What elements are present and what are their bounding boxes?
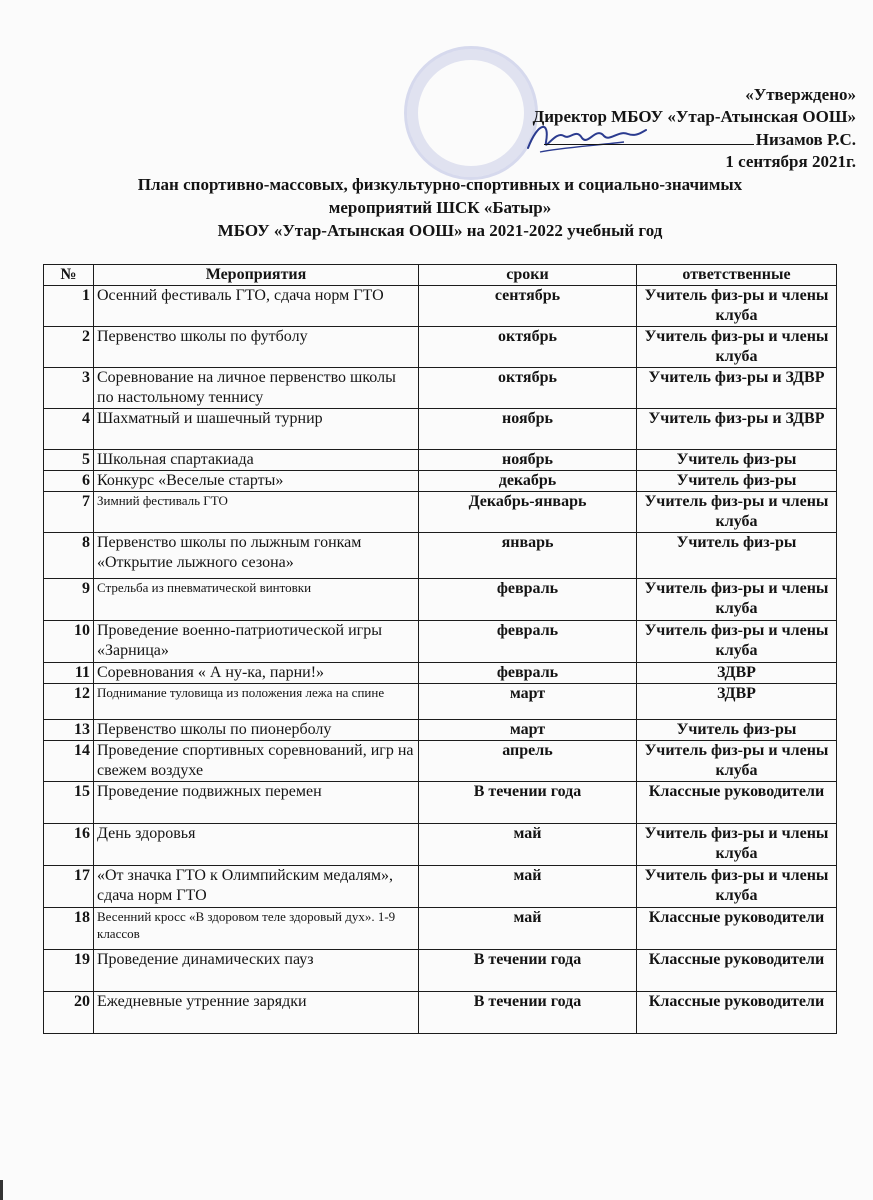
row-responsible: Учитель физ-ры и члены клуба (637, 327, 837, 368)
table-row (44, 368, 837, 409)
row-number: 12 (44, 684, 94, 720)
row-responsible: Классные руководители (637, 950, 837, 992)
row-term: февраль (419, 621, 637, 663)
approved-label: «Утверждено» (745, 85, 856, 104)
row-responsible: ЗДВР (637, 684, 837, 720)
row-event: Школьная спартакиада (94, 450, 419, 471)
row-responsible: Учитель физ-ры и члены клуба (637, 621, 837, 663)
row-event: День здоровья (94, 824, 419, 866)
heading-line-2: мероприятий ШСК «Батыр» (328, 198, 552, 217)
row-term: октябрь (419, 368, 637, 409)
row-term: май (419, 824, 637, 866)
row-number: 8 (44, 533, 94, 579)
row-responsible: Классные руководители (637, 782, 837, 824)
row-number: 18 (44, 908, 94, 950)
row-event: Поднимание туловища из положения лежа на спине (94, 684, 419, 720)
table-body (44, 286, 837, 1034)
row-responsible: Учитель физ-ры и члены клуба (637, 741, 837, 782)
table-row (44, 533, 837, 579)
row-term: ноябрь (419, 450, 637, 471)
row-term: май (419, 908, 637, 950)
row-responsible: Учитель физ-ры и ЗДВР (637, 368, 837, 409)
row-number: 14 (44, 741, 94, 782)
table-row (44, 908, 837, 950)
row-term: февраль (419, 579, 637, 621)
row-term: апрель (419, 741, 637, 782)
row-responsible: Учитель физ-ры и члены клуба (637, 866, 837, 908)
table-row (44, 950, 837, 992)
scan-edge-mark (0, 1180, 3, 1200)
approval-date: 1 сентября 2021г. (725, 152, 856, 171)
header-responsible: ответственные (637, 265, 837, 286)
row-event: Проведение подвижных перемен (94, 782, 419, 824)
row-responsible: Классные руководители (637, 992, 837, 1034)
row-number: 3 (44, 368, 94, 409)
row-number: 11 (44, 663, 94, 684)
table-header-row (44, 265, 837, 286)
director-name: Низамов Р.С. (755, 130, 856, 149)
row-responsible: Учитель физ-ры и члены клуба (637, 824, 837, 866)
row-event: Первенство школы по пионерболу (94, 720, 419, 741)
row-term: октябрь (419, 327, 637, 368)
row-number: 10 (44, 621, 94, 663)
row-number: 6 (44, 471, 94, 492)
table-row (44, 409, 837, 450)
row-event: Весенний кросс «В здоровом теле здоровый дух». 1-9 классов (94, 908, 419, 950)
row-term: сентябрь (419, 286, 637, 327)
approval-block (533, 84, 856, 173)
row-term: декабрь (419, 471, 637, 492)
table-row (44, 621, 837, 663)
row-responsible: Учитель физ-ры (637, 720, 837, 741)
row-event: Проведение военно-патриотической игры «Зарница» (94, 621, 419, 663)
row-number: 7 (44, 492, 94, 533)
row-term: февраль (419, 663, 637, 684)
row-responsible: Классные руководители (637, 908, 837, 950)
row-number: 17 (44, 866, 94, 908)
row-event: Соревнование на личное первенство школы по настольному теннису (94, 368, 419, 409)
row-event: Первенство школы по лыжным гонкам «Открытие лыжного сезона» (94, 533, 419, 579)
school-stamp (404, 46, 538, 180)
table-row (44, 286, 837, 327)
row-event: Зимний фестиваль ГТО (94, 492, 419, 533)
director-line: Директор МБОУ «Утар-Атынская ООШ» (532, 107, 856, 126)
director-name-line (533, 128, 856, 151)
heading-line-1: План спортивно-массовых, физкультурно-спортивных и социально-значимых (137, 175, 743, 194)
row-event: Стрельба из пневматической винтовки (94, 579, 419, 621)
row-term: Декабрь-январь (419, 492, 637, 533)
table-row (44, 492, 837, 533)
row-number: 19 (44, 950, 94, 992)
table-row (44, 866, 837, 908)
row-term: январь (419, 533, 637, 579)
row-event: «От значка ГТО к Олимпийским медалям», сдача норм ГТО (94, 866, 419, 908)
table-row (44, 663, 837, 684)
row-event: Осенний фестиваль ГТО, сдача норм ГТО (94, 286, 419, 327)
row-event: Ежедневные утренние зарядки (94, 992, 419, 1034)
table-row (44, 579, 837, 621)
header-num: № (44, 265, 94, 286)
row-number: 13 (44, 720, 94, 741)
row-event: Первенство школы по футболу (94, 327, 419, 368)
header-event: Мероприятия (94, 265, 419, 286)
table-row (44, 741, 837, 782)
row-responsible: Учитель физ-ры (637, 471, 837, 492)
document-heading (40, 173, 840, 242)
row-number: 1 (44, 286, 94, 327)
row-term: март (419, 720, 637, 741)
row-term: В течении года (419, 950, 637, 992)
table-row (44, 327, 837, 368)
row-responsible: Учитель физ-ры и члены клуба (637, 286, 837, 327)
row-number: 9 (44, 579, 94, 621)
row-number: 4 (44, 409, 94, 450)
table-row (44, 992, 837, 1034)
row-event: Конкурс «Веселые старты» (94, 471, 419, 492)
table-row (44, 824, 837, 866)
row-number: 20 (44, 992, 94, 1034)
table-row (44, 471, 837, 492)
row-responsible: Учитель физ-ры и члены клуба (637, 492, 837, 533)
row-event: Проведение динамических пауз (94, 950, 419, 992)
signature-line (544, 128, 754, 145)
heading-line-3: МБОУ «Утар-Атынская ООШ» на 2021-2022 учебный год (217, 221, 663, 240)
table-row (44, 450, 837, 471)
row-number: 16 (44, 824, 94, 866)
row-responsible: Учитель физ-ры и ЗДВР (637, 409, 837, 450)
row-term: В течении года (419, 992, 637, 1034)
row-event: Соревнования « А ну-ка, парни!» (94, 663, 419, 684)
row-term: ноябрь (419, 409, 637, 450)
row-event: Проведение спортивных соревнований, игр на свежем воздухе (94, 741, 419, 782)
row-term: май (419, 866, 637, 908)
row-responsible: ЗДВР (637, 663, 837, 684)
row-responsible: Учитель физ-ры (637, 450, 837, 471)
row-number: 5 (44, 450, 94, 471)
events-table (43, 264, 837, 1034)
row-number: 15 (44, 782, 94, 824)
row-number: 2 (44, 327, 94, 368)
row-term: март (419, 684, 637, 720)
row-responsible: Учитель физ-ры и члены клуба (637, 579, 837, 621)
row-event: Шахматный и шашечный турнир (94, 409, 419, 450)
table-row (44, 782, 837, 824)
table-row (44, 720, 837, 741)
row-term: В течении года (419, 782, 637, 824)
header-term: сроки (419, 265, 637, 286)
table-row (44, 684, 837, 720)
row-responsible: Учитель физ-ры (637, 533, 837, 579)
